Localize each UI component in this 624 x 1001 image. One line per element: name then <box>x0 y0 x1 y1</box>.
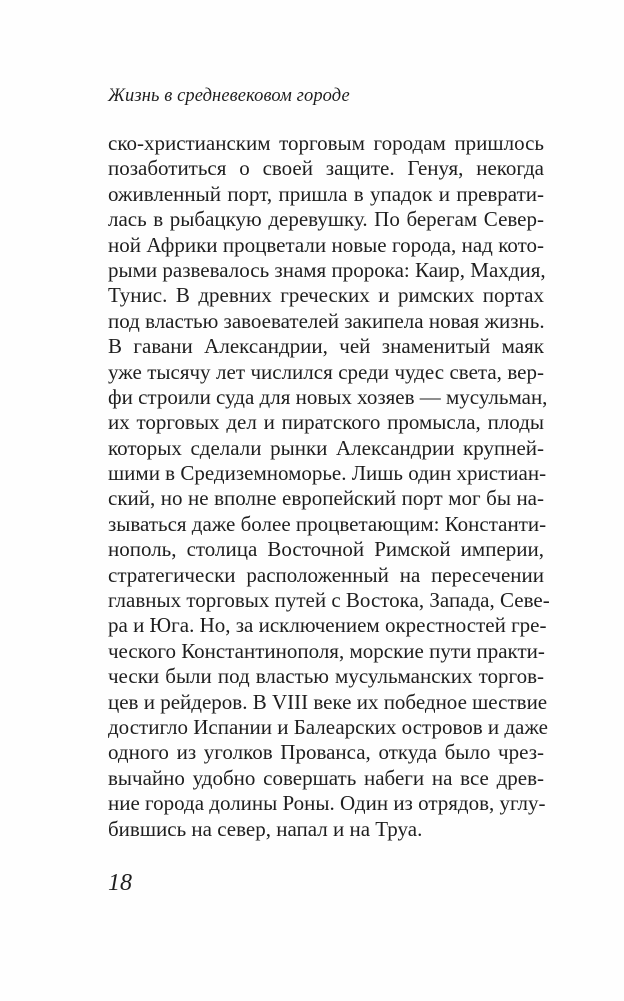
text-line: которых сделали рынки Александрии крупней- <box>108 435 544 460</box>
text-line: вычайно удобно совершать набеги на все древ- <box>108 765 544 790</box>
text-line: ческого Константинополя, морские пути практи- <box>108 638 545 663</box>
text-line: одного из уголков Прованса, откуда было чрез- <box>108 740 544 765</box>
text-line: достигло Испании и Балеарских островов и даже <box>108 714 548 739</box>
text-line: бившись на север, напал и на Труа. <box>108 816 423 841</box>
body-text <box>108 131 550 842</box>
text-line: оживленный порт, пришла в упадок и преврати- <box>108 181 544 206</box>
text-line: фи строили суда для новых хозяев — мусульман, <box>108 384 548 409</box>
text-line: чески были под властью мусульманских торгов- <box>108 664 544 689</box>
text-line: зываться даже более процветающим: Константи- <box>108 511 547 536</box>
text-line: ский, но не вполне европейский порт мог бы на- <box>108 486 544 511</box>
page-number: 18 <box>108 870 132 896</box>
text-line: под властью завоевателей закипела новая жизнь. <box>108 308 545 333</box>
text-line: ной Африки процветали новые города, над кото- <box>108 232 544 257</box>
text-line: Тунис. В древних греческих и римских портах <box>108 283 544 308</box>
text-line: позаботиться о своей защите. Генуя, некогда <box>108 156 544 181</box>
text-line: их торговых дел и пиратского промысла, плоды <box>108 410 544 435</box>
text-line: В гавани Александрии, чей знаменитый маяк <box>108 334 544 359</box>
text-line: рыми развевалось знамя пророка: Каир, Махдия, <box>108 257 546 282</box>
text-line: лась в рыбацкую деревушку. По берегам Север- <box>108 207 544 232</box>
text-line: нополь, столица Восточной Римской империи, <box>108 537 544 562</box>
text-line: главных торговых путей с Востока, Запада, Севе- <box>108 588 550 613</box>
text-line: стратегически расположенный на пересечении <box>108 562 544 587</box>
text-line: цев и рейдеров. В VIII веке их победное шествие <box>108 689 548 714</box>
text-line: ра и Юга. Но, за исключением окрестностей гре- <box>108 613 547 638</box>
running-header: Жизнь в средневековом городе <box>108 86 350 106</box>
text-line: ние города долины Роны. Один из отрядов, углу- <box>108 791 546 816</box>
text-line: шими в Средиземноморье. Лишь один христиан- <box>108 461 547 486</box>
text-line: уже тысячу лет числился среди чудес света, вер- <box>108 359 544 384</box>
text-line: ско-христианским торговым городам пришлось <box>108 131 544 155</box>
